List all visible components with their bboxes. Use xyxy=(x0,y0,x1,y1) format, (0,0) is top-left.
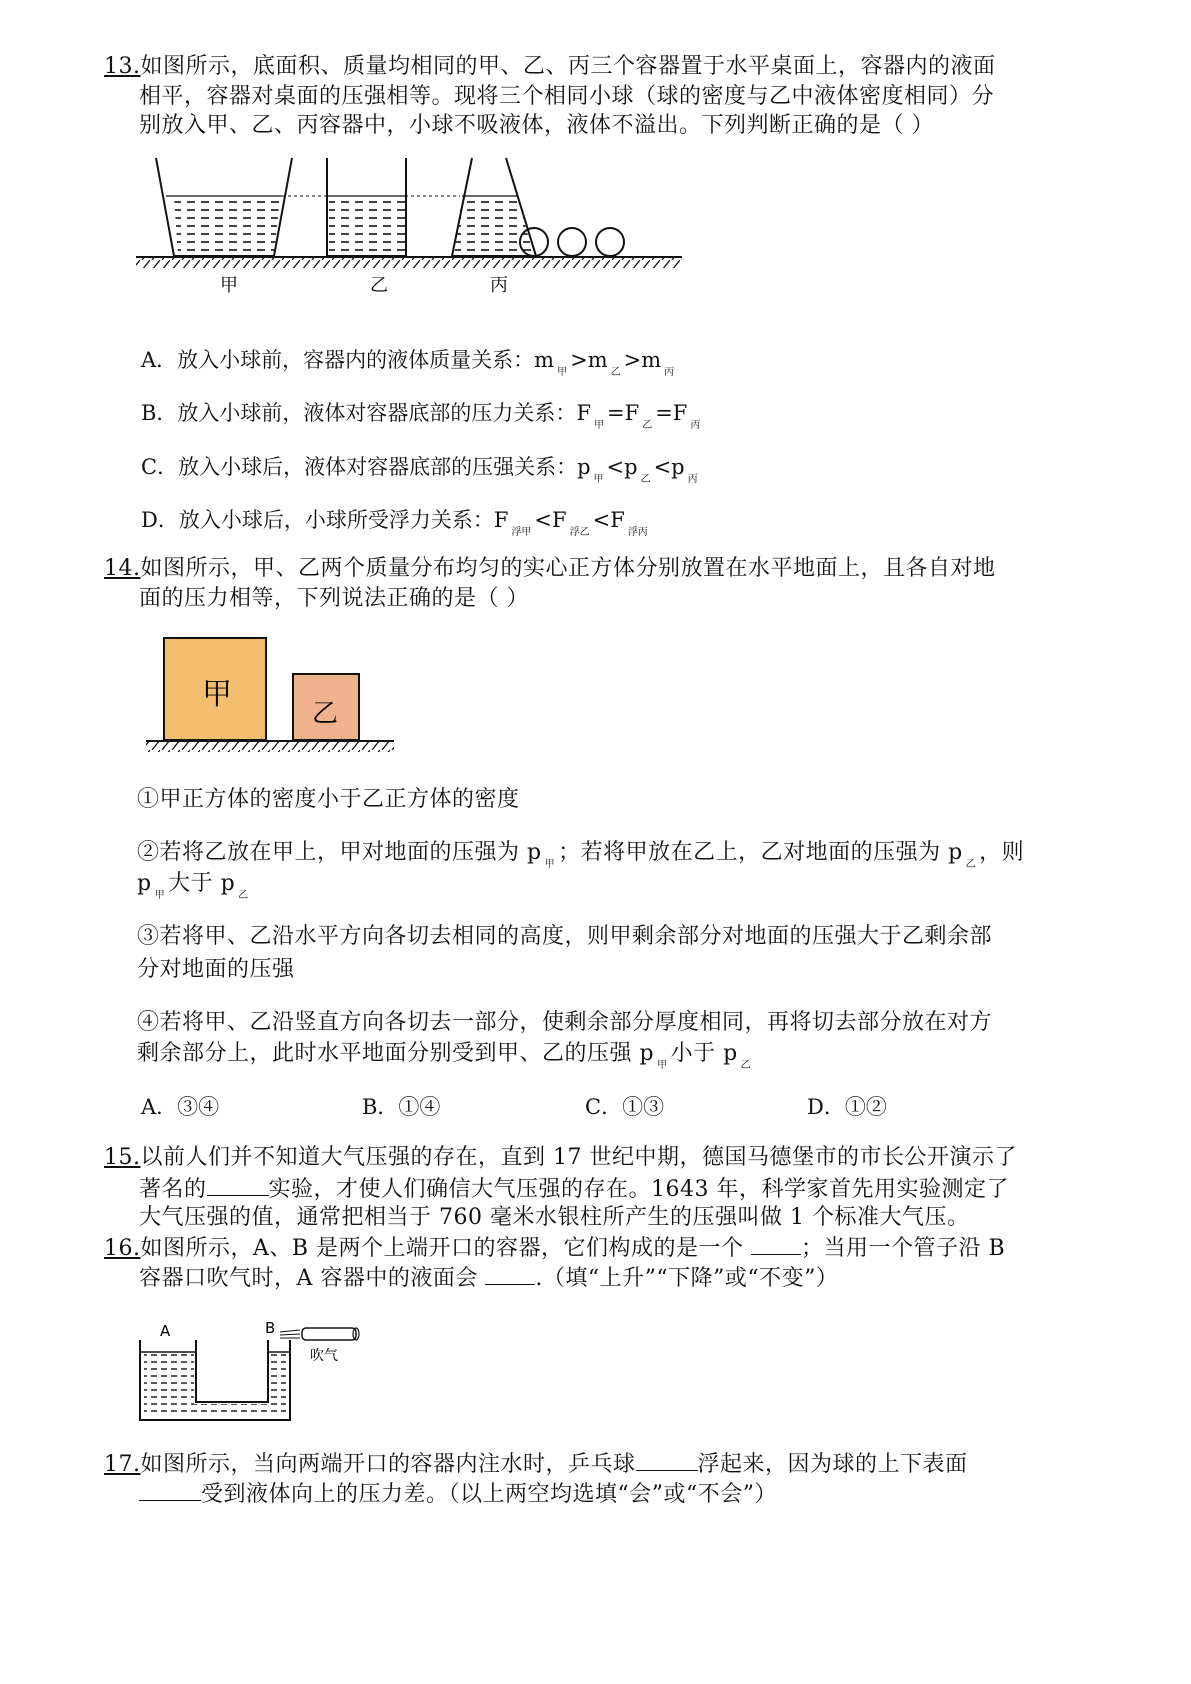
q13-text-1: 如图所示，底面积、质量均相同的甲、乙、丙三个容器置于水平桌面上，容器内的液面 xyxy=(140,54,996,79)
q14-statement-2-line-2: p $_甲$ 大于 p $_乙$ xyxy=(137,871,249,901)
q14-statement-3-line-2: 分对地面的压强 xyxy=(137,957,295,982)
q14-option-d: D．①② xyxy=(807,1095,887,1119)
q17-blank-2[interactable] xyxy=(139,1478,201,1501)
container-bing xyxy=(452,158,536,256)
q15-line-1 xyxy=(104,1143,1017,1173)
q16-blank-2[interactable] xyxy=(485,1262,535,1285)
q14-statement-2-line-1: ②若将乙放在甲上，甲对地面的压强为 p $_甲$ ；若将甲放在乙上，乙对地面的压强为 p $_乙$ ，则 xyxy=(137,840,1025,870)
q17-line-1: 17.如图所示，当向两端开口的容器内注水时，乒乓球 浮起来，因为球的上下表面 xyxy=(104,1448,968,1480)
q14-statement-4-line-1: ④若将甲、乙沿竖直方向各切去一部分，使剩余部分厚度相同，再将切去部分放在对方 xyxy=(137,1010,993,1035)
blow-tube xyxy=(302,1328,356,1340)
q14-number: 14. xyxy=(104,556,141,581)
q17-number: 17. xyxy=(104,1452,141,1477)
q14-cubes-figure xyxy=(140,630,410,760)
ball-2 xyxy=(558,228,586,256)
q14-option-b: B．①④ xyxy=(362,1095,441,1119)
q14-text-2: 面的压力相等，下列说法正确的是（ ） xyxy=(139,586,529,611)
q17-blank-1[interactable] xyxy=(636,1448,698,1471)
q17-line-2: 受到液体向上的压力差。（以上两空均选填“会”或“不会”） xyxy=(139,1478,777,1510)
label-jia: 甲 xyxy=(220,275,238,296)
q16-line-1: 16.如图所示，A、B 是两个上端开口的容器，它们构成的是一个 ；当用一个管子沿 B xyxy=(104,1232,1005,1264)
q13-option-a: A．放入小球前，容器内的液体质量关系：$m_甲>m_乙>m_丙$ xyxy=(141,348,675,378)
q13-line-1 xyxy=(104,52,996,82)
q14-line-1 xyxy=(104,554,996,584)
q13-text-3: 别放入甲、乙、丙容器中，小球不吸液体，液体不溢出。下列判断正确的是（ ） xyxy=(139,113,934,138)
q13-option-d: D．放入小球后，小球所受浮力关系：$F_{浮甲}<F_{浮乙}<F_{浮丙}$ xyxy=(141,508,648,538)
q15-text-1: 以前人们并不知道大气压强的存在，直到 17 世纪中期，德国马德堡市的市长公开演示了 xyxy=(140,1145,1017,1170)
q13-option-c: C．放入小球后，液体对容器底部的压强关系：$p_甲<p_乙<p_丙$ xyxy=(141,455,698,485)
q15-number: 15. xyxy=(104,1145,141,1170)
ball-3 xyxy=(596,228,624,256)
q14-option-a: A．③④ xyxy=(141,1095,220,1119)
container-jia xyxy=(156,158,292,256)
q16-number: 16. xyxy=(104,1236,141,1261)
q13-containers-figure xyxy=(130,150,690,310)
q14-text-1: 如图所示，甲、乙两个质量分布均匀的实心正方体分别放置在水平地面上，且各自对地 xyxy=(140,556,996,581)
q15-blank-1[interactable] xyxy=(207,1173,269,1196)
blow-label: 吹气 xyxy=(310,1348,338,1364)
q15-line-2: 著名的 实验，才使人们确信大气压强的存在。1643 年，科学家首先用实验测定了 xyxy=(139,1173,1009,1205)
label-bing: 丙 xyxy=(490,275,508,296)
q13-text-2: 相平，容器对桌面的压强相等。现将三个相同小球（球的密度与乙中液体密度相同）分 xyxy=(139,84,995,109)
cube-yi-label: 乙 xyxy=(312,699,339,729)
q16-blank-1[interactable] xyxy=(751,1232,801,1255)
q13-number: 13. xyxy=(104,54,141,79)
q13-option-b: B．放入小球前，液体对容器底部的压力关系：$F_甲=F_乙=F_丙$ xyxy=(141,401,701,431)
q14-statement-1: ①甲正方体的密度小于乙正方体的密度 xyxy=(137,787,520,812)
vessel-a-label: A xyxy=(160,1322,171,1340)
q14-option-c: C．①③ xyxy=(585,1095,665,1119)
vessel-b-label: B xyxy=(265,1319,276,1337)
q15-line-3: 大气压强的值，通常把相当于 760 毫米水银柱所产生的压强叫做 1 个标准大气压。 xyxy=(139,1205,970,1230)
cube-jia-label: 甲 xyxy=(202,677,232,712)
q14-statement-3-line-1: ③若将甲、乙沿水平方向各切去相同的高度，则甲剩余部分对地面的压强大于乙剩余部 xyxy=(137,924,993,949)
q16-connected-vessels-figure xyxy=(130,1310,380,1430)
q14-statement-4-line-2: 剩余部分上，此时水平地面分别受到甲、乙的压强 p $_甲$ 小于 p $_乙$ xyxy=(137,1041,752,1071)
q16-line-2: 容器口吹气时，A 容器中的液面会 .（填“上升”“下降”或“不变”） xyxy=(139,1262,838,1294)
label-yi: 乙 xyxy=(370,275,388,296)
container-yi xyxy=(327,158,406,256)
